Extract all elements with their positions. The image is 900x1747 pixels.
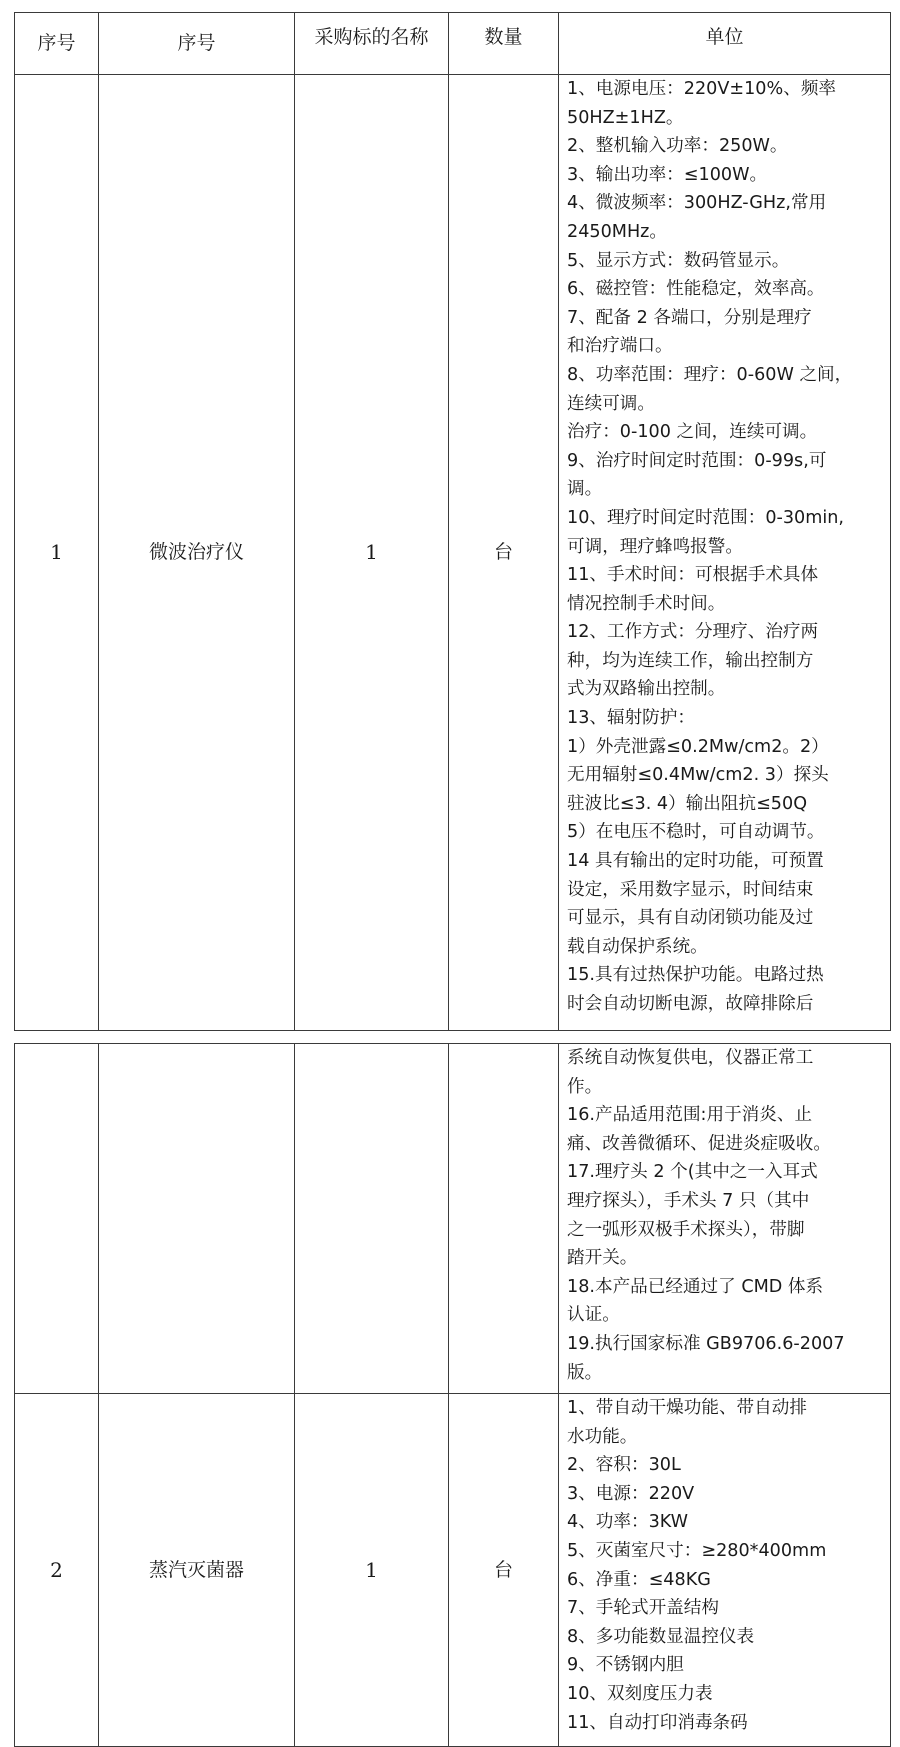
spec-line: 4、功率：3KW (567, 1512, 689, 1533)
spec-line: 19.执行国家标准 GB9706.6-2007 (567, 1333, 845, 1354)
spec-line: 10、理疗时间定时范围：0-30min, (567, 507, 845, 528)
spec-line: 可调，理疗蜂鸣报警。 (567, 536, 743, 557)
item1-spec-cell (559, 75, 891, 1031)
spec-line: 踏开关。 (567, 1248, 638, 1269)
spec-line: 之一弧形双极手术探头），带脚 (567, 1219, 805, 1240)
item2-name: 蒸汽灭菌器 (99, 1394, 295, 1747)
spec-line: 2、整机输入功率：250W。 (567, 136, 788, 157)
spec-line: 治疗：0-100 之间，连续可调。 (567, 422, 818, 443)
header-serial-no-2: 序号 (99, 13, 295, 75)
spec-line: 1）外壳泄露≤0.2Mw/cm2。2） (567, 736, 829, 757)
spec-line: 2450MHz。 (567, 221, 668, 242)
table-row (15, 1394, 891, 1747)
item1-cont-quantity (295, 1044, 449, 1394)
spec-line: 4、微波频率：300HZ-GHz,常用 (567, 193, 827, 214)
item1-spec-list (567, 75, 884, 1019)
spec-line: 连续可调。 (567, 393, 655, 414)
item1-cont-serial-no (15, 1044, 99, 1394)
spec-line: 1、电源电压：220V±10%、频率 (567, 79, 837, 99)
spec-line: 6、净重：≤48KG (567, 1569, 711, 1590)
spec-line: 5）在电压不稳时，可自动调节。 (567, 822, 825, 843)
spec-line: 17.理疗头 2 个(其中之一入耳式 (567, 1162, 818, 1183)
header-item-name: 采购标的名称 (295, 13, 449, 75)
table-header-row (15, 13, 891, 75)
spec-line: 50HZ±1HZ。 (567, 107, 684, 128)
spec-line: 水功能。 (567, 1426, 638, 1447)
header-unit: 单位 (559, 13, 891, 75)
spec-line: 11、手术时间：可根据手术具体 (567, 565, 819, 586)
spec-line: 3、输出功率：≤100W。 (567, 164, 768, 185)
item2-unit: 台 (449, 1394, 559, 1747)
item2-spec-cell (559, 1394, 891, 1747)
spec-line: 作。 (567, 1076, 603, 1097)
item2-serial-no: 2 (15, 1394, 99, 1747)
spec-line: 7、手轮式开盖结构 (567, 1598, 719, 1619)
item1-spec-continued-list (567, 1044, 884, 1387)
procurement-table-page-1 (14, 12, 891, 1031)
spec-line: 可显示，具有自动闭锁功能及过 (567, 908, 814, 929)
spec-line: 式为双路输出控制。 (567, 679, 726, 700)
spec-line: 3、电源：220V (567, 1483, 695, 1504)
spec-line: 无用辐射≤0.4Mw/cm2. 3）探头 (567, 765, 829, 786)
spec-line: 系统自动恢复供电，仪器正常工 (567, 1048, 814, 1068)
spec-line: 18.本产品已经通过了 CMD 体系 (567, 1276, 824, 1297)
spec-line: 5、灭菌室尺寸：≥280*400mm (567, 1540, 827, 1561)
spec-line: 版。 (567, 1362, 603, 1383)
item2-spec-list (567, 1394, 884, 1737)
table-row (15, 75, 891, 1031)
item1-cont-unit (449, 1044, 559, 1394)
spec-line: 情况控制手术时间。 (567, 593, 726, 614)
spec-line: 15.具有过热保护功能。电路过热 (567, 965, 824, 986)
header-serial-no: 序号 (15, 13, 99, 75)
spec-line: 时会自动切断电源，故障排除后 (567, 994, 814, 1014)
procurement-table-page-2 (14, 1043, 891, 1747)
item1-spec-continued-cell (559, 1044, 891, 1394)
item1-name: 微波治疗仪 (99, 75, 295, 1031)
spec-line: 设定，采用数字显示，时间结束 (567, 879, 814, 900)
spec-line: 9、治疗时间定时范围：0-99s,可 (567, 450, 827, 471)
item1-quantity: 1 (295, 75, 449, 1031)
spec-line: 14 具有输出的定时功能，可预置 (567, 851, 824, 872)
spec-line: 理疗探头），手术头 7 只（其中 (567, 1190, 810, 1211)
spec-line: 16.产品适用范围:用于消炎、止 (567, 1105, 813, 1126)
spec-line: 1、带自动干燥功能、带自动排 (567, 1398, 807, 1418)
table-row (15, 1044, 891, 1394)
item1-cont-name (99, 1044, 295, 1394)
spec-line: 13、辐射防护： (567, 708, 695, 729)
item1-serial-no: 1 (15, 75, 99, 1031)
spec-line: 认证。 (567, 1305, 620, 1326)
spec-line: 驻波比≤3. 4）输出阻抗≤50Q (567, 793, 808, 814)
spec-line: 8、多功能数显温控仪表 (567, 1626, 755, 1647)
item2-quantity: 1 (295, 1394, 449, 1747)
spec-line: 10、双刻度压力表 (567, 1683, 713, 1704)
item1-unit: 台 (449, 75, 559, 1031)
spec-line: 5、显示方式：数码管显示。 (567, 250, 790, 271)
spec-line: 种，均为连续工作，输出控制方 (567, 650, 814, 671)
spec-line: 9、不锈钢内胆 (567, 1655, 684, 1676)
spec-line: 8、功率范围：理疗：0-60W 之间， (567, 364, 853, 385)
spec-line: 和治疗端口。 (567, 336, 673, 357)
spec-line: 2、容积：30L (567, 1455, 681, 1476)
spec-line: 痛、改善微循环、促进炎症吸收。 (567, 1133, 831, 1154)
spec-line: 6、磁控管：性能稳定，效率高。 (567, 279, 825, 300)
spec-line: 11、自动打印消毒条码 (567, 1712, 748, 1733)
spec-line: 7、配备 2 各端口，分别是理疗 (567, 307, 812, 328)
header-quantity: 数量 (449, 13, 559, 75)
spec-line: 载自动保护系统。 (567, 936, 708, 957)
spec-line: 12、工作方式：分理疗、治疗两 (567, 622, 819, 643)
spec-line: 调。 (567, 479, 603, 500)
